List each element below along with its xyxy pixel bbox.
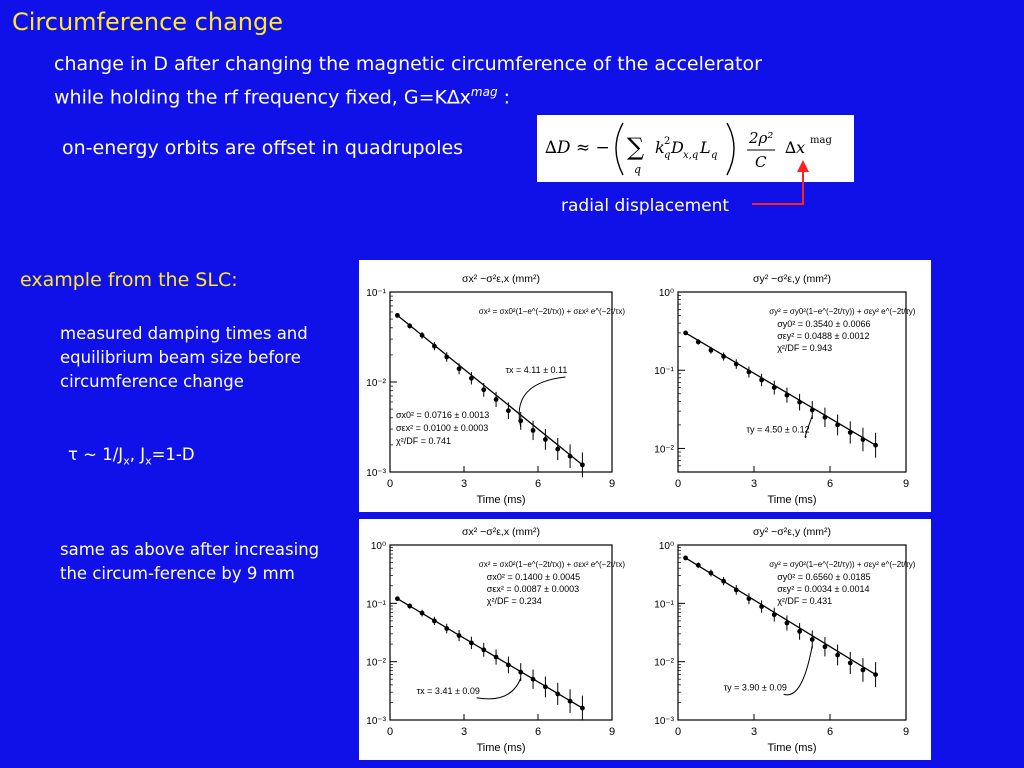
- fit-formula-label: σx² = σx0²(1−e^(−2t/τx)) + σεx² e^(−2t/τx): [478, 307, 626, 316]
- example-title: example from the SLC:: [20, 269, 238, 291]
- fit-param-1: σx0² = 0.1400 ± 0.0045: [486, 572, 581, 582]
- plot-3: [366, 526, 625, 754]
- formula-dx-sup: mag: [810, 135, 832, 146]
- data-point: [835, 653, 840, 658]
- fit-param-1: σy0² = 0.6560 ± 0.0185: [777, 572, 871, 582]
- intro-line-2-prefix: while holding the rf frequency fixed,: [54, 86, 404, 109]
- data-point: [494, 397, 499, 402]
- data-point: [721, 579, 726, 584]
- data-point: [823, 644, 828, 649]
- y-tick-label: 10⁰: [370, 541, 386, 552]
- tau-fit-label: τy = 4.50 ± 0.12: [746, 424, 810, 435]
- y-tick-label: 10⁻¹: [366, 288, 386, 299]
- data-point: [848, 430, 853, 435]
- y-tick-label: 10⁻¹: [654, 366, 674, 378]
- data-point: [734, 587, 739, 592]
- formula-lhs: ∆D ≈ −: [545, 138, 610, 158]
- data-point: [432, 344, 437, 349]
- data-point: [785, 393, 790, 398]
- tau-arrow: [784, 645, 813, 694]
- data-point: [432, 618, 437, 623]
- data-point: [481, 387, 486, 392]
- tau-symbol: τ: [68, 445, 78, 464]
- x-axis-label: Time (ms): [767, 742, 817, 754]
- formula-frac-den: C: [755, 153, 767, 171]
- y-tick-label: 10⁻²: [366, 657, 386, 669]
- fit-param-3: χ²/DF = 0.943: [777, 343, 833, 353]
- data-point: [810, 637, 815, 642]
- data-point: [568, 699, 573, 704]
- plot-title: σy² −σ²ε,y (mm²): [752, 526, 832, 538]
- x-tick-label: 0: [386, 478, 394, 490]
- x-axis-label: Time (ms): [476, 494, 526, 506]
- fit-param-2: σεy² = 0.0488 ± 0.0012: [777, 331, 870, 341]
- intro-line-1: change in D after changing the magnetic circumference of the accelerator: [54, 53, 762, 75]
- data-point: [407, 604, 412, 609]
- y-tick-label: 10⁻²: [654, 444, 674, 456]
- tau-fit-label: τy = 3.90 ± 0.09: [723, 682, 787, 693]
- data-point: [543, 684, 548, 689]
- x-tick-label: 0: [674, 726, 682, 738]
- data-point: [518, 670, 523, 675]
- x-tick-label: 6: [534, 726, 542, 738]
- x-tick-label: 3: [750, 478, 758, 490]
- data-point: [457, 633, 462, 638]
- fit-param-1: σx0² = 0.0716 ± 0.0013: [396, 410, 490, 420]
- y-tick-label: 10⁻¹: [654, 599, 674, 611]
- data-point: [683, 331, 688, 336]
- data-point: [709, 571, 714, 576]
- formula-k-sup: 2: [664, 136, 671, 147]
- same-text: same as above after increasing the circum-ference by 9 mm: [60, 540, 320, 583]
- fit-param-3: χ²/DF = 0.234: [486, 596, 542, 606]
- data-point: [469, 376, 474, 381]
- data-point: [861, 668, 866, 673]
- fit-formula-label: σx² = σx0²(1−e^(−2t/τx)) + σεx² e^(−2t/τx): [478, 560, 626, 569]
- y-tick-label: 10⁻¹: [366, 599, 386, 611]
- data-point: [810, 408, 815, 413]
- x-tick-label: 9: [608, 478, 616, 490]
- data-point: [444, 355, 449, 360]
- intro-equation: G=K∆x: [403, 86, 471, 109]
- plot-4: [654, 526, 916, 754]
- data-point: [747, 596, 752, 601]
- fit-param-2: σεx² = 0.0100 ± 0.0003: [396, 423, 489, 433]
- data-point: [683, 556, 688, 561]
- data-point: [506, 663, 511, 668]
- data-point: [696, 563, 701, 568]
- data-point: [785, 621, 790, 626]
- data-point: [568, 454, 573, 459]
- tau-arrow: [477, 678, 521, 699]
- x-axis-label: Time (ms): [767, 494, 817, 506]
- data-point: [457, 366, 462, 371]
- data-point: [531, 428, 536, 433]
- plot-2: [654, 273, 916, 506]
- y-tick-label: 10⁻³: [366, 468, 386, 479]
- intro-equation-sup: mag: [470, 85, 498, 99]
- data-point: [506, 408, 511, 413]
- fit-param-2: σεx² = 0.0087 ± 0.0003: [486, 584, 580, 594]
- x-tick-label: 0: [386, 726, 394, 738]
- formula-sum-index: q: [634, 163, 642, 176]
- data-point: [420, 611, 425, 616]
- y-tick-label: 10⁰: [658, 541, 674, 552]
- formula-k: k: [655, 138, 665, 157]
- data-point: [696, 340, 701, 345]
- data-point: [835, 423, 840, 428]
- data-point: [395, 313, 400, 318]
- formula-dx: ∆x: [785, 138, 806, 157]
- data-point: [395, 596, 400, 601]
- tau-comma: , J: [129, 445, 146, 464]
- y-tick-label: 10⁻³: [366, 716, 386, 727]
- data-point: [709, 348, 714, 353]
- plot-1: [366, 273, 625, 506]
- formula-d-sub: x,q: [683, 150, 699, 161]
- data-point: [531, 677, 536, 682]
- plot-title: σx² −σ²ε,x (mm²): [461, 273, 541, 285]
- x-tick-label: 6: [826, 478, 834, 490]
- plot-title: σx² −σ²ε,x (mm²): [461, 526, 541, 538]
- formula-k-sub: q: [664, 150, 671, 161]
- data-point: [494, 655, 499, 660]
- data-point: [747, 370, 752, 375]
- data-point: [420, 333, 425, 338]
- fit-param-3: χ²/DF = 0.431: [777, 596, 833, 606]
- tau-fit-label: τx = 3.41 ± 0.09: [416, 685, 480, 696]
- x-tick-label: 6: [826, 726, 834, 738]
- data-point: [580, 706, 585, 711]
- y-tick-label: 10⁻³: [654, 716, 674, 727]
- fit-param-3: χ²/DF = 0.741: [396, 436, 451, 446]
- measured-text: measured damping times and equilibrium beam size before circumference change: [60, 324, 308, 391]
- x-tick-label: 9: [902, 726, 910, 738]
- tau-fit-label: τx = 4.11 ± 0.11: [505, 365, 568, 375]
- data-point: [721, 354, 726, 359]
- x-tick-label: 9: [608, 726, 616, 738]
- formula-l-sub: q: [711, 150, 718, 161]
- data-point: [407, 324, 412, 329]
- y-tick-label: 10⁻²: [654, 657, 674, 669]
- plot-title: σy² −σ²ε,y (mm²): [752, 273, 832, 285]
- fit-param-1: σy0² = 0.3540 ± 0.0066: [777, 319, 871, 329]
- tau-mid: ~ 1/J: [77, 445, 124, 464]
- data-point: [481, 647, 486, 652]
- on-energy-text: on-energy orbits are offset in quadrupoles: [62, 137, 464, 159]
- fit-formula-label: σy² = σy0²(1−e^(−2t/τy)) + σεy² e^(−2t/τy): [769, 307, 916, 316]
- formula-d: D: [671, 138, 684, 157]
- x-tick-label: 9: [902, 478, 910, 490]
- fit-formula-label: σy² = σy0²(1−e^(−2t/τy)) + σεy² e^(−2t/τy): [769, 560, 916, 569]
- data-point: [772, 385, 777, 390]
- data-point: [543, 437, 548, 442]
- formula-l: L: [700, 138, 711, 157]
- tau-sub2: x: [145, 454, 152, 468]
- intro-line-2-suffix: :: [497, 86, 511, 109]
- radial-displacement-label: radial displacement: [561, 196, 730, 216]
- data-point: [772, 612, 777, 617]
- data-point: [469, 640, 474, 645]
- x-tick-label: 6: [534, 478, 542, 490]
- data-point: [555, 447, 560, 452]
- slide-title: Circumference change: [12, 8, 283, 36]
- data-point: [873, 672, 878, 677]
- x-tick-label: 3: [460, 478, 468, 490]
- data-point: [734, 362, 739, 367]
- data-point: [823, 415, 828, 420]
- tau-end: =1-D: [151, 445, 195, 464]
- x-tick-label: 3: [750, 726, 758, 738]
- x-tick-label: 3: [460, 726, 468, 738]
- data-point: [797, 629, 802, 634]
- data-point: [555, 692, 560, 697]
- data-point: [759, 604, 764, 609]
- x-axis-label: Time (ms): [476, 742, 526, 754]
- data-point: [797, 400, 802, 405]
- data-point: [848, 661, 853, 666]
- data-point: [759, 378, 764, 383]
- data-point: [873, 443, 878, 448]
- formula-frac-num: 2ρ²: [749, 129, 774, 147]
- formula-sum: ∑: [627, 133, 645, 161]
- x-tick-label: 0: [674, 478, 682, 490]
- data-point: [861, 437, 866, 442]
- data-point: [580, 462, 585, 467]
- fit-param-2: σεy² = 0.0034 ± 0.0014: [777, 584, 870, 594]
- y-tick-label: 10⁰: [658, 288, 674, 299]
- y-tick-label: 10⁻²: [366, 378, 386, 389]
- tau-sub1: x: [123, 454, 130, 468]
- data-point: [444, 626, 449, 631]
